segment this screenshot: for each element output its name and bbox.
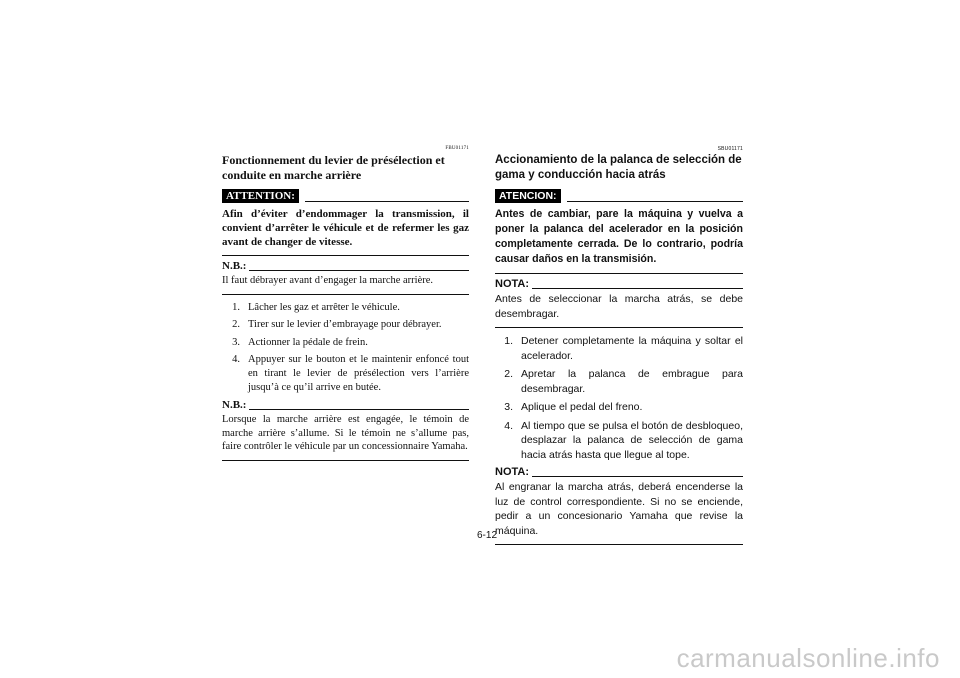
step-number: 1. bbox=[232, 301, 240, 313]
note-text: Lorsque la marche arrière est engagée, le témoin de marche arrière s’allume. Si le témoin ne s’allume pas, faire contrôler le véhicule par un concessionnaire Yamaha. bbox=[222, 413, 469, 461]
note-text: Il faut débrayer avant d’engager la marche arrière. bbox=[222, 274, 469, 295]
note-text: Antes de seleccionar la marcha atrás, se debe desembragar. bbox=[495, 292, 743, 328]
steps-list bbox=[222, 301, 469, 396]
step-text: Appuyer sur le bouton et le maintenir enfoncé tout en tirant le levier de présélection vers l’arrière jusqu’à ce qu’il arrive en butée. bbox=[248, 354, 469, 393]
section-title: Accionamiento de la palanca de selección de gama y conducción hacia atrás bbox=[495, 154, 742, 181]
steps-list bbox=[495, 334, 743, 462]
attention-label: ATTENTION: bbox=[222, 189, 299, 203]
note-label: N.B.: bbox=[222, 260, 247, 272]
list-item bbox=[222, 318, 469, 332]
list-item bbox=[495, 367, 743, 396]
note-header bbox=[495, 278, 743, 291]
list-item bbox=[222, 336, 469, 350]
french-column bbox=[222, 146, 469, 461]
step-text: Al tiempo que se pulsa el botón de desbloqueo, desplazar la palanca de selección de gama hacia atrás hasta que llegue al tope. bbox=[521, 419, 743, 461]
note-header bbox=[222, 399, 469, 412]
step-text: Aplique el pedal del freno. bbox=[521, 401, 643, 413]
note-label: NOTA: bbox=[495, 466, 530, 478]
step-number: 4. bbox=[504, 419, 513, 432]
attention-header bbox=[222, 189, 469, 203]
step-text: Actionner la pédale de frein. bbox=[248, 336, 368, 348]
list-item bbox=[495, 334, 743, 363]
note-label: N.B.: bbox=[222, 399, 247, 411]
step-text: Detener completamente la máquina y soltar el acelerador. bbox=[521, 335, 743, 362]
attention-text: Antes de cambiar, pare la máquina y vuelva a poner la palanca del acelerador en la posición completamente cerrada. De lo contrario, podría causar daños en la transmisión. bbox=[495, 207, 743, 274]
step-number: 3. bbox=[232, 336, 240, 348]
step-number: 2. bbox=[232, 319, 240, 330]
attention-header bbox=[495, 189, 743, 203]
list-item bbox=[222, 301, 469, 315]
step-text: Lâcher les gaz et arrêter le véhicule. bbox=[248, 301, 400, 313]
attention-rule bbox=[567, 195, 743, 202]
step-number: 1. bbox=[504, 335, 513, 347]
attention-rule bbox=[305, 195, 469, 202]
note-rule bbox=[532, 476, 743, 477]
section-title: Fonctionnement du levier de présélection et conduite en marche arrière bbox=[222, 153, 445, 182]
step-number: 2. bbox=[504, 368, 513, 380]
section-code: SBU01171 bbox=[717, 146, 743, 152]
list-item bbox=[495, 400, 743, 415]
note-rule bbox=[249, 270, 469, 271]
step-text: Tirer sur le levier d’embrayage pour débrayer. bbox=[248, 319, 442, 330]
note-rule bbox=[532, 288, 743, 289]
spanish-column bbox=[495, 146, 743, 545]
note-label: NOTA: bbox=[495, 278, 530, 290]
section-code: FBU01171 bbox=[445, 146, 469, 151]
list-item bbox=[495, 419, 743, 463]
attention-label: ATENCION: bbox=[495, 189, 561, 203]
step-number: 4. bbox=[232, 354, 240, 365]
step-number: 3. bbox=[504, 401, 513, 413]
note-text: Al engranar la marcha atrás, deberá encenderse la luz de control correspondiente. Si no se enciende, pedir a un concesionario Yamaha que revise la máquina. bbox=[495, 480, 743, 545]
note-header bbox=[222, 260, 469, 273]
note-header bbox=[495, 466, 743, 479]
note-rule bbox=[249, 409, 469, 410]
page-number: 6-12 bbox=[476, 530, 497, 541]
list-item bbox=[222, 353, 469, 395]
attention-text: Afin d’éviter d’endommager la transmission, il convient d’arrêter le véhicule et de refermer les gaz avant de changer de vitesse. bbox=[222, 207, 469, 256]
step-text: Apretar la palanca de embrague para desembragar. bbox=[521, 368, 743, 395]
watermark: carmanualsonline.info bbox=[676, 643, 940, 673]
